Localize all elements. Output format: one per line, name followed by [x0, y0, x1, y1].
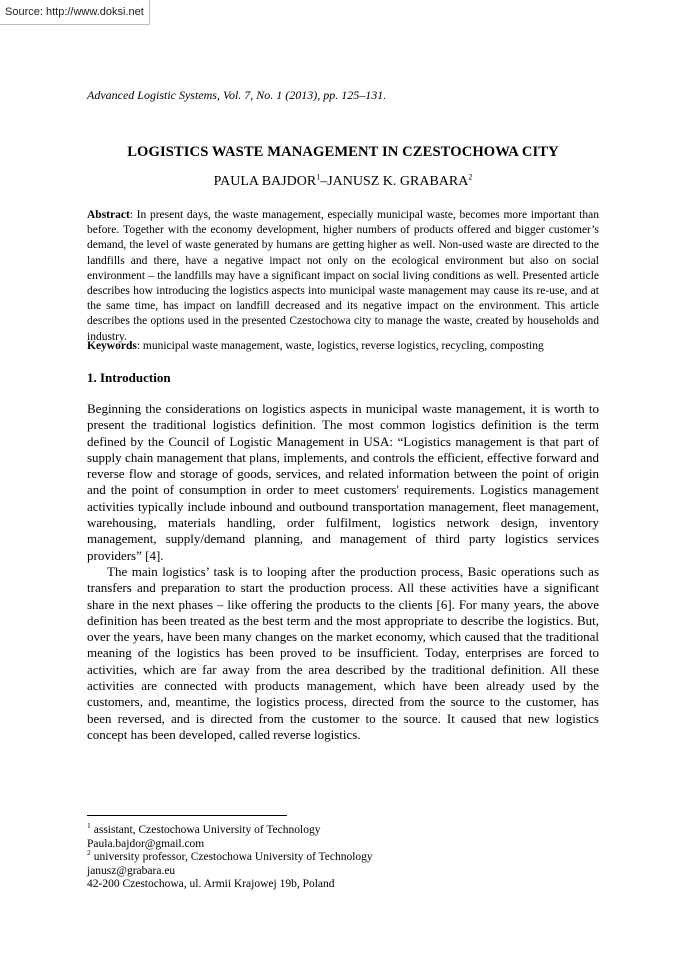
footnote-1-text: assistant, Czestochowa University of Technology	[93, 824, 321, 836]
footnote-2-mark: 2	[87, 848, 91, 858]
source-label: Source: http://www.doksi.net	[0, 0, 150, 25]
paragraph-1: Beginning the considerations on logistics aspects in municipal waste management, it is worth to present the traditional logistics definition. The most common logistics definition is the term defined by the Council of Logistic Management in USA: “Logistics management is that part of supply chain management that plans, implements, and controls the efficient, effective forward and reverse flow and storage of goods, services, and related information between the point of origin and the point of consumption in order to meet customers' requirements. Logistics management activities typically include inbound and outbound transportation management, fleet management, warehousing, materials handling, order fulfilment, logistics network design, inventory management, supply/demand planning, and management of third party logistics services providers” [4].	[87, 401, 599, 563]
author-2: JANUSZ K. GRABARA	[327, 174, 469, 189]
journal-reference: Advanced Logistic Systems, Vol. 7, No. 1 (2013), pp. 125–131.	[87, 88, 387, 102]
keywords-text: : municipal waste management, waste, logistics, reverse logistics, recycling, composting	[136, 340, 544, 352]
footnote-2-email: janusz@grabara.eu	[87, 864, 176, 877]
section-heading: 1. Introduction	[87, 370, 171, 385]
footnote-address: 42-200 Czestochowa, ul. Armii Krajowej 19b, Poland	[87, 878, 335, 890]
paper-title: LOGISTICS WASTE MANAGEMENT IN CZESTOCHOWA CITY	[127, 144, 559, 160]
keywords	[87, 339, 599, 354]
footnote-1	[87, 821, 599, 838]
footnote-1-mark: 1	[87, 821, 91, 831]
abstract-label: Abstract	[87, 209, 130, 221]
abstract-text: : In present days, the waste management, especially municipal waste, becomes more important than before. Together with the economy development, higher numbers of products offered and bigger customer’s demand, the level of waste generated by humans are getting higher as well. Non-used waste are directed to the landfills and there, have a negative impact not only on the ecological environment but also on social environment – the landfills may have a significant impact on social living conditions as well. Presented article describes how introducing the logistics aspects into municipal waste management may cause its re-use, and at the same time, has impact on landfill decreased and its negative impact on the environment. This article describes the options used in the presented Czestochowa city to manage the waste, created by households and industry.	[87, 209, 599, 343]
footnote-2	[87, 848, 599, 865]
author-2-footnote-mark: 2	[468, 172, 473, 182]
author-1-footnote-mark: 1	[316, 172, 321, 182]
footnote-divider	[87, 815, 287, 816]
footnotes	[87, 821, 599, 892]
abstract	[87, 208, 599, 345]
body-text	[87, 401, 599, 743]
footnote-2-text: university professor, Czestochowa University of Technology	[93, 851, 373, 863]
keywords-label: Keywords	[87, 340, 137, 352]
footnote-1-email: Paula.bajdor@gmail.com	[87, 837, 205, 850]
author-separator: –	[320, 174, 328, 189]
author-line	[87, 174, 599, 190]
author-1: PAULA BAJDOR	[213, 174, 317, 189]
paragraph-2: The main logistics’ task is to looping after the production process, Basic operations such as transfers and preparation to start the production process. All these activities have a significant share in the next phases – like offering the products to the clients [6]. For many years, the above definition has been treated as the best term and the most appropriate to describe the logistics. But, over the years, have been many changes on the market economy, which caused that the traditional meaning of the logistics has been proved to be insufficient. Today, enterprises are forced to activities, which are far away from the area described by the traditional definition. All these activities are connected with products management, which have been already used by the customers, and, meantime, the logistics process, directed from the source to the customer, has been reversed, and is directed from the customer to the source. It caused that new logistics concept has been developed, called reverse logistics.	[87, 563, 599, 742]
